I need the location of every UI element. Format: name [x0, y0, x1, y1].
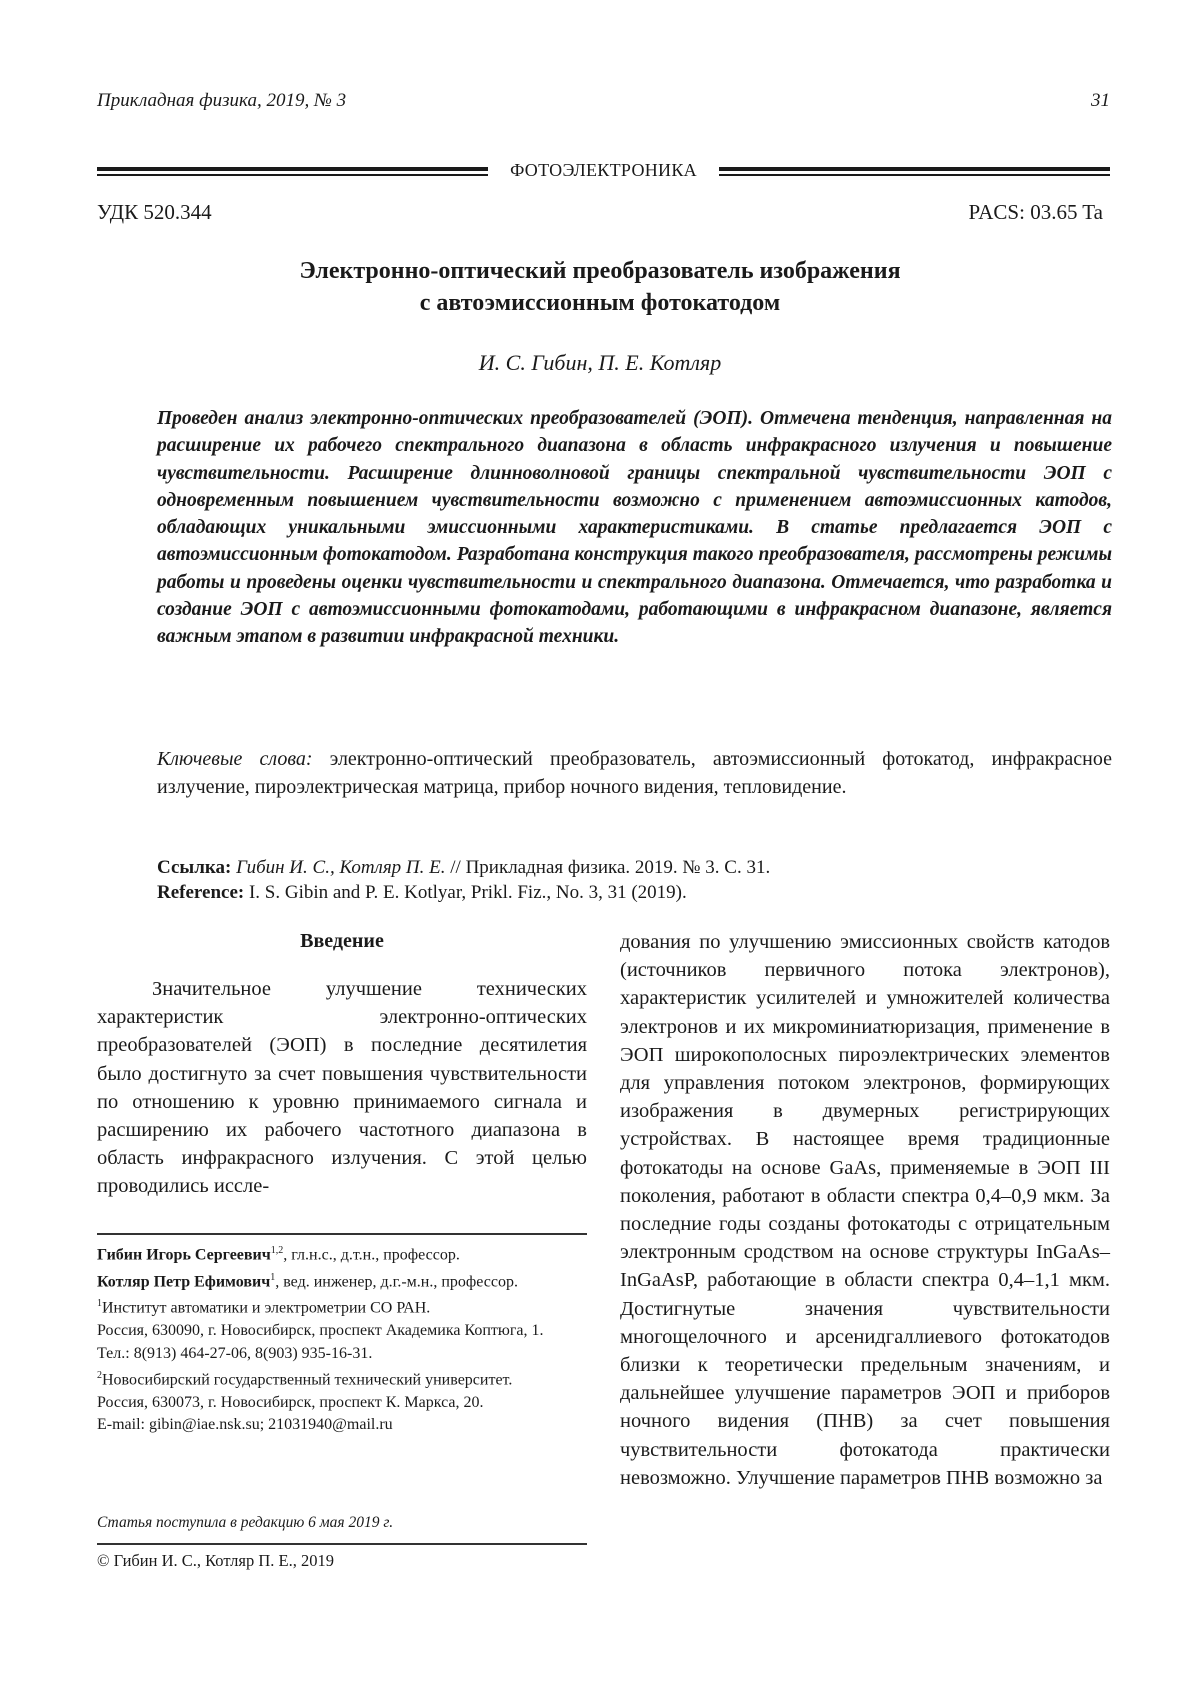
- author-1-sup: 1,2: [270, 1245, 284, 1256]
- intro-paragraph-right: дования по улучшению эмиссионных свойств катодов (источников первичного потока электронов), характеристик усилителей и умножителей количества электронов и их микроминиатюризация, применение в ЭОП широкополосных пироэлектрических элементов для управления потоком электронов, формирующих изображения в двумерных регистрирующих устройствах. В настоящее время традиционные фотокатоды на основе GaAs, применяемые в ЭОП III поколения, работают в области спектра 0,4–0,9 мкм. За последние годы созданы фотокатоды с отрицательным электронным сродством на основе структуры InGaAs–InGaAsP, работающие в области спектра 0,4–1,1 мкм. Достигнутые значения чувствительности многощелочного и арсенидгаллиевого фотокатодов близки к теоретически предельным значениям, и дальнейшее улучшение параметров ЭОП и приборов ночного видения (ПНВ) за счет повышения чувствительности фотокатода практически невозможно. Улучшение параметров ПНВ возможно за: [620, 931, 1110, 1489]
- footnote-author-2: [97, 1267, 592, 1294]
- running-head-journal: Прикладная физика, 2019, № 3: [97, 90, 347, 111]
- citation-ru-label: Ссылка:: [157, 857, 232, 878]
- citation-block: [157, 855, 1112, 905]
- keywords-text: электронно-оптический преобразователь, автоэмиссионный фотокатод, инфракрасное излучение, пироэлектрическая матрица, прибор ночного видения, тепловидение.: [157, 748, 1113, 798]
- citation-ru-authors: Гибин И. С., Котляр П. Е.: [236, 857, 446, 878]
- intro-paragraph-left: Значительное улучшение технических характеристик электронно-оптических преобразователей (ЭОП) в последние десятилетия было достигнуто за счет повышения чувствительности по отношению к уровню принимаемого сигнала и расширению их рабочего частотного диапазона в область инфракрасного излучения. С этой целью проводились иссле-: [97, 978, 587, 1198]
- affiliation-2: [97, 1365, 592, 1392]
- title-line-2: с автоэмиссионным фотокатодом: [419, 290, 781, 316]
- author-2-info: , вед. инженер, д.г.-м.н., профессор.: [275, 1273, 518, 1291]
- aff-2-name: Новосибирский государственный технический университет.: [102, 1371, 513, 1389]
- page-number: 31: [1091, 90, 1110, 111]
- keywords: [157, 745, 1112, 801]
- author-1-info: , гл.н.с., д.т.н., профессор.: [283, 1246, 460, 1264]
- abstract: Проведен анализ электронно-оптических преобразователей (ЭОП). Отмечена тенденция, направленная на расширение их рабочего спектрального диапазона в область инфракрасного излучения и повышение чувствительности. Расширение длинноволновой границы спектральной чувствительности ЭОП с одновременным повышением чувствительности возможно с применением автоэмиссионных катодов, обладающих уникальными эмиссионными характеристиками. В статье предлагается ЭОП с автоэмиссионным фотокатодом. Разработана конструкция такого преобразователя, рассмотрены режимы работы и проведены оценки чувствительности и спектрального диапазона. Отмечается, что разработка и создание ЭОП с автоэмиссионными фотокатодами, работающими в инфракрасном диапазоне, является важным этапом в развитии инфракрасной техники.: [157, 408, 1112, 648]
- keywords-label: Ключевые слова:: [157, 748, 313, 770]
- citation-ru: [157, 855, 1112, 880]
- section-banner: [97, 158, 1110, 182]
- pacs-code: PACS: 03.65 Ta: [968, 200, 1103, 224]
- contact-email: E-mail: gibin@iae.nsk.su; 21031940@mail.ru: [97, 1416, 393, 1434]
- footnote-author-1: [97, 1240, 592, 1267]
- aff-1-sup: 1: [97, 1298, 102, 1310]
- aff-1-name: Институт автоматики и электрометрии СО РАН.: [102, 1299, 431, 1317]
- citation-ru-source: // Прикладная физика. 2019. № 3. С. 31.: [450, 857, 771, 878]
- article-authors: И. С. Гибин, П. Е. Котляр: [478, 350, 722, 375]
- section-rule-right: [719, 167, 1110, 176]
- left-column: [97, 930, 587, 1201]
- intro-heading: Введение: [300, 930, 384, 952]
- copyright-notice: © Гибин И. С., Котляр П. Е., 2019: [97, 1551, 334, 1570]
- author-2-name: Котляр Петр Ефимович: [97, 1273, 271, 1291]
- received-date: Статья поступила в редакцию 6 мая 2019 г.: [97, 1514, 394, 1531]
- aff-1-address: Россия, 630090, г. Новосибирск, проспект Академика Коптюга, 1.: [97, 1322, 544, 1340]
- title-line-1: Электронно-оптический преобразователь изображения: [299, 258, 901, 284]
- citation-en: [157, 880, 1112, 905]
- right-column: [620, 928, 1110, 1492]
- author-1-name: Гибин Игорь Сергеевич: [97, 1246, 271, 1264]
- section-name: ФОТОЭЛЕКТРОНИКА: [510, 159, 697, 180]
- aff-1-phone: Тел.: 8(913) 464-27-06, 8(903) 935-16-31.: [97, 1344, 373, 1362]
- section-rule-left: [97, 167, 488, 176]
- udk-code: УДК 520.344: [97, 200, 212, 224]
- author-footnote: [97, 1240, 592, 1437]
- affiliation-1: [97, 1293, 592, 1320]
- copyright-divider: [97, 1543, 587, 1545]
- author-2-sup: 1: [270, 1271, 276, 1283]
- aff-2-address: Россия, 630073, г. Новосибирск, проспект К. Маркса, 20.: [97, 1393, 484, 1411]
- citation-en-text: I. S. Gibin and P. E. Kotlyar, Prikl. Fiz., No. 3, 31 (2019).: [248, 882, 687, 903]
- footnote-divider: [97, 1233, 587, 1235]
- citation-en-label: Reference:: [157, 882, 245, 903]
- aff-2-sup: 2: [97, 1370, 102, 1382]
- article-title: [0, 255, 1200, 319]
